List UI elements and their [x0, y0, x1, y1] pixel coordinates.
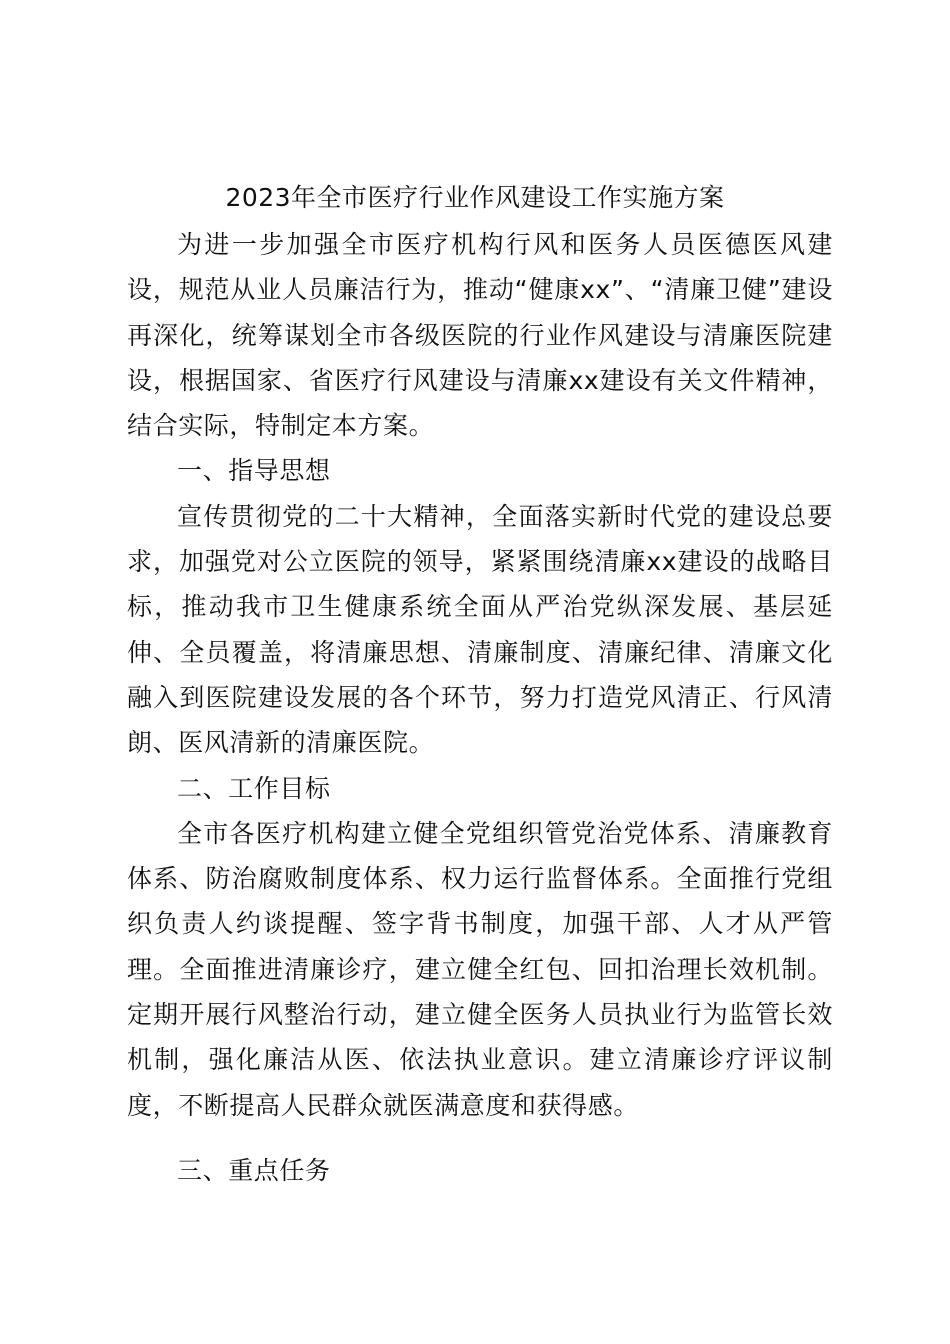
document-body: [127, 222, 833, 1193]
section-body-work-goals: 全市各医疗机构建立健全党组织管党治党体系、清廉教育体系、防治腐败制度体系、权力运行监督体系。全面推行党组织负责人约谈提醒、签字背书制度，加强干部、人才从严管理。全面推进清廉诊疗，建立健全红包、回扣治理长效机制。定期开展行风整治行动，建立健全医务人员执业行为监管长效机制，强化廉洁从医、依法执业意识。建立清廉诊疗评议制度，不断提高人民群众就医满意度和获得感。: [127, 818, 833, 1120]
section-body-guiding-ideology: 宣传贯彻党的二十大精神，全面落实新时代党的建设总要求，加强党对公立医院的领导，紧紧围绕清廉xx建设的战略目标，推动我市卫生健康系统全面从严治党纵深发展、基层延伸、全员覆盖，将清廉思想、清廉制度、清廉纪律、清廉文化融入到医院建设发展的各个环节，努力打造党风清正、行风清朗、医风清新的清廉医院。: [127, 501, 833, 758]
section-heading-work-goals: 二、工作目标: [177, 773, 331, 803]
section-heading-guiding-ideology: 一、指导思想: [177, 456, 331, 486]
document-title: 2023年全市医疗行业作风建设工作实施方案: [225, 183, 725, 212]
intro-paragraph: 为进一步加强全市医疗机构行风和医务人员医德医风建设，规范从业人员廉洁行为，推动“健康xx”、“清廉卫健”建设再深化，统筹谋划全市各级医院的行业作风建设与清廉医院建设，根据国家、省医疗行风建设与清廉xx建设有关文件精神，结合实际，特制定本方案。: [127, 230, 833, 441]
section-heading-key-tasks: 三、重点任务: [177, 1155, 331, 1185]
